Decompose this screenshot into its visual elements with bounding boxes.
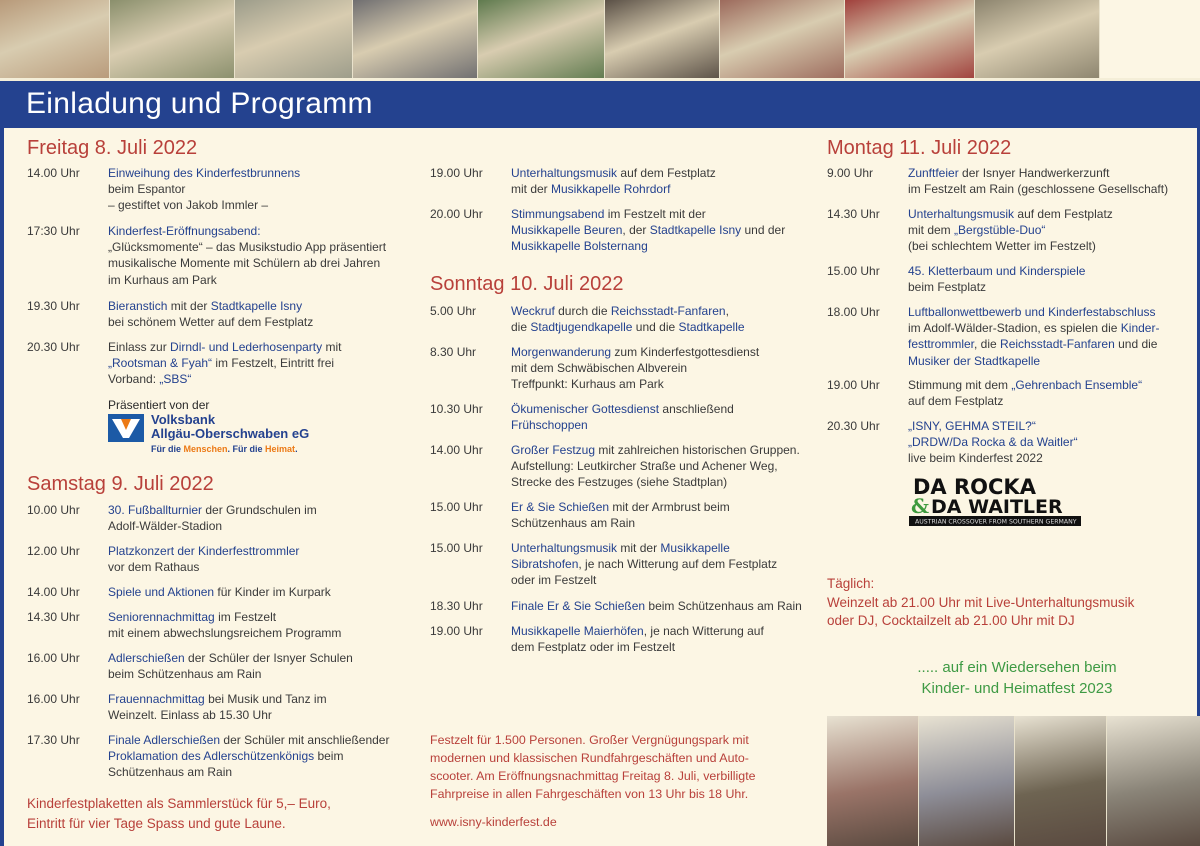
event-line <box>511 319 745 335</box>
event-highlight: Sibratshofen <box>511 557 579 572</box>
event-time: 16.00 Uhr <box>27 692 80 706</box>
event-time: 17.30 Uhr <box>27 733 80 747</box>
event-highlight: „SBS“ <box>159 372 192 387</box>
event-line <box>511 458 800 474</box>
event-highlight: Unterhaltungsmusik <box>511 541 618 555</box>
event-highlight: Musikkapelle Maierhöfen <box>511 624 644 638</box>
event-highlight: Seniorennachmittag <box>108 610 215 624</box>
event-highlight: Musikkapelle Rohrdorf <box>551 182 671 197</box>
event-highlight: Frauennachmittag <box>108 692 205 706</box>
event-text: auf dem Festplatz <box>617 166 716 180</box>
event-line <box>511 499 730 515</box>
event-line <box>908 263 1085 279</box>
event-line <box>511 344 759 360</box>
event-text: und die <box>1114 337 1158 352</box>
event-line <box>108 625 341 641</box>
event-description <box>108 543 299 575</box>
event-item <box>27 584 407 600</box>
event-description <box>511 401 734 433</box>
event-text: mit der <box>617 541 661 555</box>
event-item <box>430 442 810 491</box>
event-highlight: Musikkapelle Beuren <box>511 223 623 238</box>
event-line <box>108 764 389 780</box>
photo-dirndl-heart <box>845 0 975 80</box>
saturday-title: Samstag 9. Juli 2022 <box>27 473 214 495</box>
friday-title: Freitag 8. Juli 2022 <box>27 137 198 159</box>
event-time: 14.00 Uhr <box>27 585 80 599</box>
event-text: – gestiftet von Jakob Immler – <box>108 198 269 213</box>
footer-photo-strip <box>827 716 1200 846</box>
event-text: mit einem abwechslungsreichem Programm <box>108 626 342 641</box>
event-highlight: Proklamation des Adlerschützenkönigs <box>108 749 315 764</box>
event-time: 15.00 Uhr <box>430 500 483 514</box>
event-line <box>108 707 327 723</box>
event-highlight: 30. Fußballturnier <box>108 503 203 517</box>
event-text: Treffpunkt: Kurhaus am Park <box>511 377 664 392</box>
event-time: 14.00 Uhr <box>27 166 80 180</box>
event-highlight: Spiele und Aktionen <box>108 585 215 599</box>
event-time: 19.00 Uhr <box>827 378 880 392</box>
event-line <box>108 732 389 748</box>
band-logo-amp: & <box>911 494 930 518</box>
event-text: zum Kinderfestgottesdienst <box>611 345 760 359</box>
event-text: beim Espantor <box>108 182 186 197</box>
event-line <box>908 418 1078 434</box>
sunday-title: Sonntag 10. Juli 2022 <box>430 273 624 295</box>
event-line <box>108 181 300 197</box>
header-photo-strip <box>0 0 1200 80</box>
event-line <box>511 598 802 614</box>
event-highlight: Stadtjugendkapelle <box>530 320 633 335</box>
event-line <box>908 206 1113 222</box>
event-line <box>108 502 317 518</box>
event-highlight: „Bergstüble-Duo“ <box>954 223 1046 238</box>
event-line <box>108 748 389 764</box>
photo-child-drinking <box>827 716 919 846</box>
event-text: für Kinder im Kurpark <box>214 585 331 599</box>
event-line <box>511 222 785 238</box>
event-item <box>430 344 810 393</box>
event-text: mit zahlreichen historischen Gruppen. <box>595 443 800 457</box>
event-item <box>27 502 407 534</box>
daily-line1: Weinzelt ab 21.00 Uhr mit Live-Unterhaltungsmusik <box>827 595 1135 610</box>
event-line <box>108 339 341 355</box>
event-description <box>908 377 1142 409</box>
event-item <box>27 223 407 288</box>
event-text: anschließend <box>659 402 734 416</box>
event-item <box>27 543 407 575</box>
event-text: oder im Festzelt <box>511 573 597 588</box>
event-item <box>27 165 407 214</box>
event-text: der Isnyer Handwerkerzunft <box>958 166 1110 180</box>
event-time: 14.30 Uhr <box>827 207 880 221</box>
event-time: 5.00 Uhr <box>430 304 477 318</box>
event-line <box>108 165 300 181</box>
event-item <box>430 499 810 531</box>
event-highlight: „ISNY, GEHMA STEIL?“ <box>908 419 1036 433</box>
festival-info-line2: modernen und klassischen Rundfahrgeschäften und Auto- <box>430 751 749 765</box>
event-description <box>511 540 777 589</box>
event-text: vor dem Rathaus <box>108 560 200 575</box>
event-text: Stimmung mit dem <box>908 378 1012 392</box>
event-item <box>827 377 1200 409</box>
event-highlight: Stimmungsabend <box>511 207 605 221</box>
event-time: 12.00 Uhr <box>27 544 80 558</box>
left-border <box>0 128 4 846</box>
event-description <box>511 623 764 655</box>
event-text: der Schüler mit anschließender <box>220 733 390 747</box>
event-line <box>511 303 745 319</box>
event-time: 19.00 Uhr <box>430 624 483 638</box>
event-description <box>108 298 313 330</box>
event-time: 14.30 Uhr <box>27 610 80 624</box>
event-line <box>108 543 299 559</box>
event-description <box>511 206 785 255</box>
event-text: Strecke des Festzuges (siehe Stadtplan) <box>511 475 728 490</box>
event-time: 19.30 Uhr <box>27 299 80 313</box>
event-text: durch die <box>554 304 611 318</box>
festival-info-line4: Fahrpreise in allen Fahrgeschäften von 13 Uhr bis 18 Uhr. <box>430 787 749 801</box>
event-description <box>908 206 1113 255</box>
event-line <box>108 298 313 314</box>
event-highlight: festtrommler <box>908 337 975 352</box>
event-item <box>827 418 1200 467</box>
event-highlight: Stadtkapelle Isny <box>210 299 303 313</box>
event-text: im Festzelt mit der <box>604 207 706 221</box>
event-line <box>108 371 341 387</box>
page-title: Einladung und Programm <box>26 87 373 120</box>
event-time: 20.30 Uhr <box>27 340 80 354</box>
event-line <box>511 206 785 222</box>
event-line <box>108 314 313 330</box>
event-item <box>27 609 407 641</box>
farewell-line2: Kinder- und Heimatfest 2023 <box>921 680 1113 697</box>
photo-parade <box>0 0 110 80</box>
event-line <box>108 223 386 239</box>
daily-label: Täglich: <box>827 576 875 591</box>
event-time: 8.30 Uhr <box>430 345 477 359</box>
event-text: und die <box>632 320 679 335</box>
event-line <box>908 222 1113 238</box>
event-highlight: „DRDW/Da Rocka & da Waitler“ <box>908 435 1078 450</box>
event-line <box>908 336 1159 352</box>
event-highlight: Finale Er & Sie Schießen <box>511 599 646 613</box>
event-highlight: Bieranstich <box>108 299 168 313</box>
event-description <box>108 165 300 214</box>
event-line <box>908 353 1159 369</box>
event-highlight: 45. Kletterbaum und Kinderspiele <box>908 264 1086 278</box>
event-line <box>108 559 299 575</box>
event-line <box>511 442 800 458</box>
monday-title: Montag 11. Juli 2022 <box>827 137 1012 159</box>
event-item <box>430 303 810 335</box>
event-description <box>511 442 800 491</box>
event-highlight: Finale Adlerschießen <box>108 733 221 747</box>
event-line <box>511 572 777 588</box>
event-text: , die <box>974 337 1001 352</box>
event-line <box>108 691 327 707</box>
photo-horse-riders <box>1015 716 1107 846</box>
event-highlight: Reichsstadt-Fanfaren <box>1000 337 1115 352</box>
event-text: dem Festplatz oder im Festzelt <box>511 640 676 655</box>
da-rocka-da-waitler-logo <box>909 472 1081 528</box>
event-item <box>827 165 1200 197</box>
event-line <box>511 376 759 392</box>
event-line <box>108 518 317 534</box>
event-text: im Festzelt <box>214 610 277 624</box>
event-text: live beim Kinderfest 2022 <box>908 451 1043 466</box>
event-time: 19.00 Uhr <box>430 166 483 180</box>
event-highlight: Stadtkapelle Isny <box>649 223 742 238</box>
event-item <box>430 623 810 655</box>
event-text: mit der Armbrust beim <box>609 500 730 514</box>
event-line <box>108 197 300 213</box>
event-highlight: Platzkonzert der Kinderfesttrommler <box>108 544 300 558</box>
photo-costumes <box>110 0 235 80</box>
event-text: Schützenhaus am Rain <box>511 516 636 531</box>
sponsor-name-line2: Allgäu-Oberschwaben eG <box>151 426 310 441</box>
event-time: 10.00 Uhr <box>27 503 80 517</box>
festival-info-line1: Festzelt für 1.500 Personen. Großer Vergnügungspark mit <box>430 733 749 747</box>
event-item <box>27 298 407 330</box>
volksbank-logo-icon <box>108 414 144 442</box>
event-item <box>827 206 1200 255</box>
event-highlight: Reichsstadt-Fanfaren <box>610 304 726 318</box>
farewell-line1: ..... auf ein Wiedersehen beim <box>917 659 1117 676</box>
event-highlight: Großer Festzug <box>511 443 596 457</box>
event-line <box>511 556 777 572</box>
event-line <box>908 165 1168 181</box>
website-link[interactable]: www.isny-kinderfest.de <box>430 815 557 829</box>
event-text: , der <box>622 223 650 238</box>
event-line <box>511 181 716 197</box>
event-text: die <box>511 320 531 335</box>
event-item <box>430 598 810 614</box>
band-logo-line2: DA WAITLER <box>931 496 1063 518</box>
event-line <box>511 401 734 417</box>
event-description <box>511 165 716 197</box>
event-highlight: Morgenwanderung <box>511 345 612 359</box>
event-text: im Kurhaus am Park <box>108 272 217 287</box>
event-item <box>27 650 407 682</box>
event-line <box>511 515 730 531</box>
band-logo-tagline: AUSTRIAN CROSSOVER FROM SOUTHERN GERMANY <box>915 518 1077 526</box>
event-line <box>108 609 341 625</box>
event-text: im Festzelt, Eintritt frei <box>212 356 335 371</box>
photo-fairground <box>353 0 478 80</box>
event-text: der Schüler der Isnyer Schulen <box>184 651 353 665</box>
event-line <box>908 279 1085 295</box>
event-item <box>827 263 1200 295</box>
festival-info-line3: scooter. Am Eröffnungsnachmittag Freitag 8. Juli, verbilligte <box>430 769 756 783</box>
event-description <box>108 502 317 534</box>
event-line <box>108 239 386 255</box>
event-highlight: Ökumenischer Gottesdienst <box>511 402 660 416</box>
event-line <box>511 639 764 655</box>
event-text: mit der <box>167 299 211 313</box>
event-line <box>908 434 1078 450</box>
event-description <box>108 339 341 388</box>
event-description <box>511 598 802 614</box>
event-text: (bei schlechtem Wetter im Festzelt) <box>908 239 1096 254</box>
event-line <box>908 393 1142 409</box>
event-item <box>27 732 407 781</box>
event-description <box>108 732 389 781</box>
event-time: 14.00 Uhr <box>430 443 483 457</box>
event-text: Weinzelt. Einlass ab 15.30 Uhr <box>108 708 272 723</box>
event-line <box>908 450 1078 466</box>
event-text: im Festzelt am Rain (geschlossene Gesellschaft) <box>908 182 1169 197</box>
photo-drummer-boy <box>1107 716 1200 846</box>
photo-face-painting <box>235 0 353 80</box>
event-line <box>511 360 759 376</box>
event-text: Vorband: <box>108 372 160 387</box>
event-text: Adolf-Wälder-Stadion <box>108 519 223 534</box>
event-item <box>430 540 810 589</box>
event-text: beim Schützenhaus am Rain <box>645 599 802 613</box>
plaque-note-line2: Eintritt für vier Tage Spass und gute Laune. <box>27 816 286 831</box>
event-description <box>511 303 745 335</box>
sponsor-slogan: Für die Menschen. Für die Heimat. <box>151 444 298 454</box>
event-time: 15.00 Uhr <box>430 541 483 555</box>
event-line <box>108 255 386 271</box>
event-line <box>108 272 386 288</box>
event-text: mit <box>322 340 342 354</box>
photo-drummers <box>720 0 845 80</box>
event-line <box>511 474 800 490</box>
plaque-note-line1: Kinderfestplaketten als Sammlerstück für 5,– Euro, <box>27 796 331 811</box>
event-highlight: Kinderfest-Eröffnungsabend: <box>108 224 261 238</box>
event-item <box>430 165 810 197</box>
event-item <box>27 691 407 723</box>
sponsor-label: Präsentiert von der <box>108 398 210 412</box>
event-text: und der <box>741 223 786 238</box>
event-text: beim <box>314 749 344 764</box>
event-description <box>108 609 341 641</box>
event-item <box>827 304 1200 369</box>
event-highlight: Frühschoppen <box>511 418 588 433</box>
event-line <box>108 355 341 371</box>
event-line <box>511 238 785 254</box>
event-text: auf dem Festplatz <box>1014 207 1113 221</box>
event-highlight: Adlerschießen <box>108 651 185 665</box>
event-highlight: Er & Sie Schießen <box>511 500 610 514</box>
event-text: Schützenhaus am Rain <box>108 765 233 780</box>
title-banner <box>0 78 1200 128</box>
event-highlight: „Rootsman & Fyah“ <box>108 356 213 371</box>
event-text: , je nach Witterung auf dem Festplatz <box>578 557 778 572</box>
event-item <box>27 339 407 388</box>
event-time: 20.30 Uhr <box>827 419 880 433</box>
event-description <box>908 165 1168 197</box>
event-description <box>511 499 730 531</box>
event-line <box>908 238 1113 254</box>
event-highlight: Kinder- <box>1120 321 1160 336</box>
event-time: 18.30 Uhr <box>430 599 483 613</box>
event-highlight: Dirndl- und Lederhosenparty <box>170 340 323 354</box>
event-line <box>108 584 331 600</box>
event-highlight: Unterhaltungsmusik <box>511 166 618 180</box>
event-description <box>908 263 1085 295</box>
event-line <box>511 165 716 181</box>
event-text: Aufstellung: Leutkircher Straße und Achener Weg, <box>511 459 778 474</box>
event-line <box>908 181 1168 197</box>
event-text: auf dem Festplatz <box>908 394 1004 409</box>
event-description <box>108 223 386 288</box>
event-line <box>908 304 1159 320</box>
event-time: 17:30 Uhr <box>27 224 80 238</box>
event-description <box>908 418 1078 467</box>
event-text: mit dem Schwäbischen Albverein <box>511 361 688 376</box>
event-time: 9.00 Uhr <box>827 166 874 180</box>
event-text: der Grundschulen im <box>202 503 317 517</box>
event-description <box>108 650 353 682</box>
sponsor-name-line1: Volksbank <box>151 412 216 427</box>
event-line <box>511 623 764 639</box>
event-line <box>108 650 353 666</box>
event-text: , je nach Witterung auf <box>643 624 764 638</box>
event-time: 10.30 Uhr <box>430 402 483 416</box>
event-highlight: Unterhaltungsmusik <box>908 207 1015 221</box>
event-time: 18.00 Uhr <box>827 305 880 319</box>
event-line <box>108 666 353 682</box>
daily-line2: oder DJ, Cocktailzelt ab 21.00 Uhr mit DJ <box>827 613 1075 628</box>
event-text: „Glücksmomente“ – das Musikstudio App präsentiert <box>108 240 387 255</box>
event-highlight: „Gehrenbach Ensemble“ <box>1011 378 1143 392</box>
event-text: mit der <box>511 182 552 197</box>
event-text: bei schönem Wetter auf dem Festplatz <box>108 315 314 330</box>
event-item <box>430 401 810 433</box>
event-item <box>430 206 810 255</box>
event-time: 16.00 Uhr <box>27 651 80 665</box>
event-text: Einlass zur <box>108 340 171 354</box>
event-time: 15.00 Uhr <box>827 264 880 278</box>
event-time: 20.00 Uhr <box>430 207 483 221</box>
photo-procession <box>975 0 1100 80</box>
event-text: beim Festplatz <box>908 280 987 295</box>
event-text: , <box>725 304 729 318</box>
event-description <box>511 344 759 393</box>
event-line <box>908 320 1159 336</box>
event-text: im Adolf-Wälder-Stadion, es spielen die <box>908 321 1121 336</box>
event-highlight: Zunftfeier <box>908 166 959 180</box>
event-highlight: Weckruf <box>511 304 555 318</box>
event-highlight: Musikkapelle Bolsternang <box>511 239 648 254</box>
event-description <box>108 584 331 600</box>
event-description <box>108 691 327 723</box>
event-highlight: Musikkapelle <box>660 541 730 555</box>
event-text: bei Musik und Tanz im <box>204 692 327 706</box>
photo-crowd-trees <box>478 0 605 80</box>
event-highlight: Stadtkapelle <box>678 320 745 335</box>
event-highlight: Einweihung des Kinderfestbrunnens <box>108 166 301 180</box>
event-text: beim Schützenhaus am Rain <box>108 667 262 682</box>
event-text: mit dem <box>908 223 955 238</box>
event-highlight: Luftballonwettbewerb und Kinderfestabschluss <box>908 305 1156 319</box>
event-highlight: Musiker der Stadtkapelle <box>908 353 1041 368</box>
event-description <box>908 304 1159 369</box>
event-text: musikalische Momente mit Schülern ab drei Jahren <box>108 256 381 271</box>
photo-dirndl-girls <box>919 716 1015 846</box>
photo-band-stage <box>605 0 720 80</box>
band-logo-line1: DA ROCKA <box>913 475 1036 499</box>
event-line <box>511 540 777 556</box>
event-line <box>511 417 734 433</box>
event-line <box>908 377 1142 393</box>
